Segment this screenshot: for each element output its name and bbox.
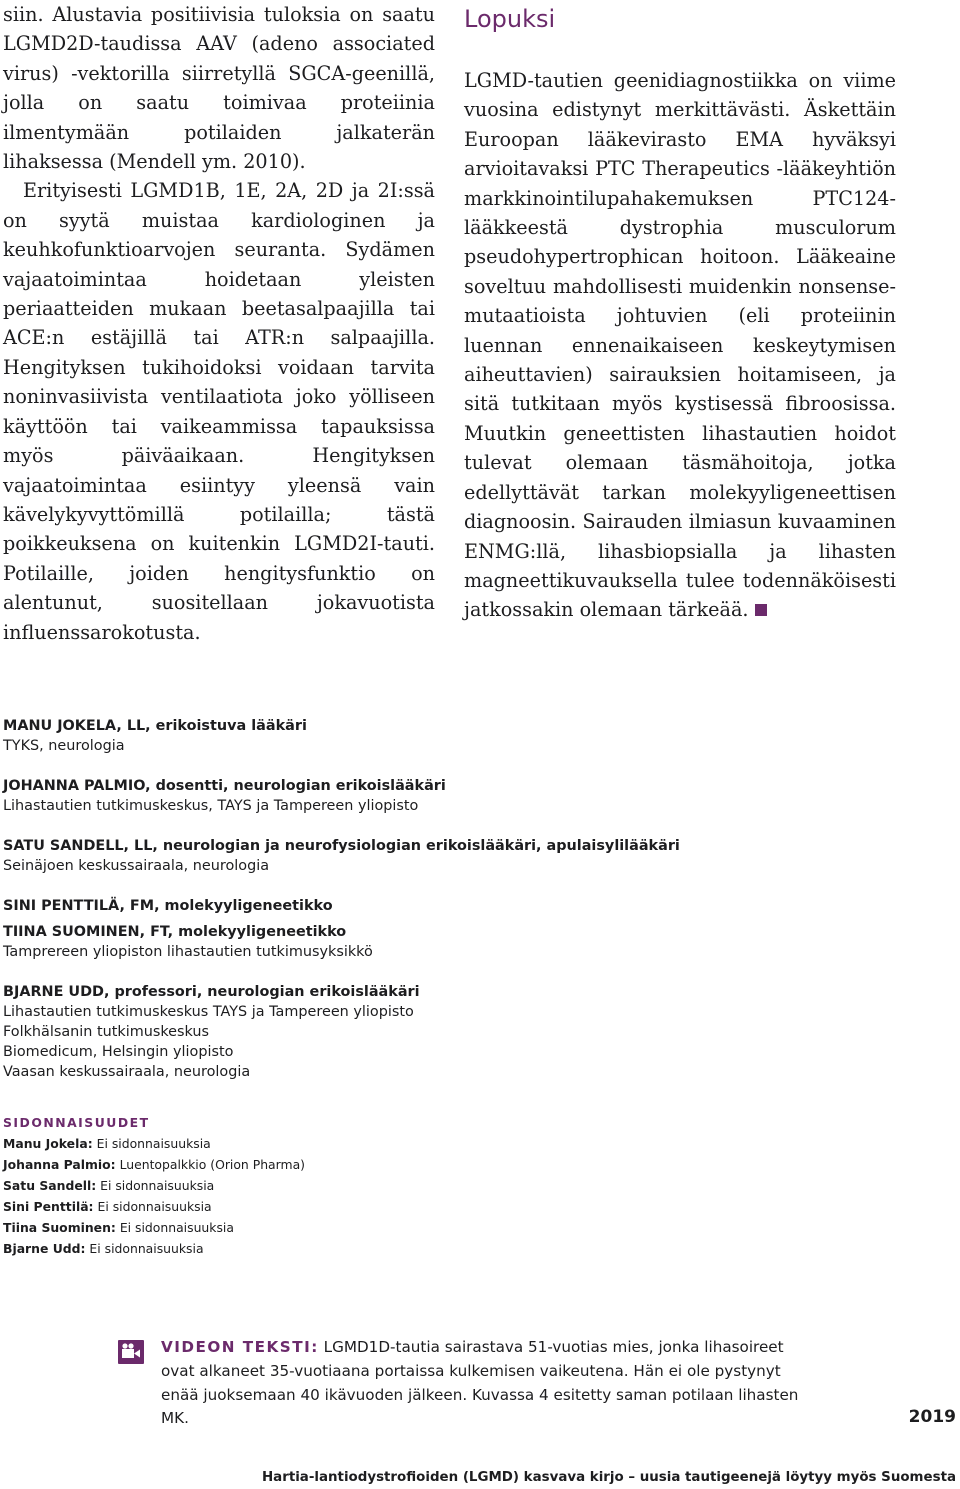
disclosure-row — [3, 1217, 703, 1238]
disclosure-row — [3, 1196, 703, 1217]
disclosure-value: Ei sidonnaisuuksia — [89, 1241, 204, 1256]
author-affiliation: Lihastautien tutkimuskeskus, TAYS ja Tampereen yliopisto — [3, 798, 419, 814]
author-block — [3, 836, 903, 876]
author-block — [3, 776, 903, 816]
video-caption-body: LGMD1D-tautia sairastava 51-vuotias mies, jonka lihasoireet ovat alkaneet 35-vuotiaana portaissa kulkemisen vaikeutena. Hän ei ole pystynyt enää juoksemaan 40 ikävuoden jälkeen. Kuvassa 4 esitetty saman potilaan lihasten MK. — [161, 1338, 799, 1428]
author-block — [3, 716, 903, 756]
conclusion-paragraph — [464, 66, 896, 625]
author-block — [3, 982, 903, 1082]
author-affiliation: Seinäjoen keskussairaala, neurologia — [3, 858, 270, 874]
author-affiliation: Vaasan keskussairaala, neurologia — [3, 1064, 251, 1080]
author-name: BJARNE UDD, professori, neurologian erikoislääkäri — [3, 984, 420, 1000]
author-affiliation: Lihastautien tutkimuskeskus TAYS ja Tampereen yliopisto — [3, 1004, 414, 1020]
disclosure-value: Ei sidonnaisuuksia — [96, 1136, 211, 1151]
author-block — [3, 896, 903, 916]
author-affiliation: TYKS, neurologia — [3, 738, 125, 754]
disclosure-value: Ei sidonnaisuuksia — [100, 1178, 215, 1193]
author-name: SINI PENTTILÄ, FM, molekyyligeneetikko — [3, 898, 333, 914]
disclosures-title: SIDONNAISUUDET — [3, 1115, 150, 1130]
author-affiliation: Biomedicum, Helsingin yliopisto — [3, 1044, 234, 1060]
author-block — [3, 922, 903, 962]
disclosure-value: Ei sidonnaisuuksia — [97, 1199, 212, 1214]
disclosure-value: Ei sidonnaisuuksia — [119, 1220, 234, 1235]
disclosure-row — [3, 1175, 703, 1196]
disclosure-row — [3, 1133, 703, 1154]
end-of-article-icon — [755, 604, 767, 616]
disclosure-row — [3, 1238, 703, 1259]
author-name: SATU SANDELL, LL, neurologian ja neurofysiologian erikoislääkäri, apulaisylilääkäri — [3, 838, 680, 854]
author-name: JOHANNA PALMIO, dosentti, neurologian erikoislääkäri — [3, 778, 446, 794]
section-heading: Lopuksi — [464, 5, 556, 33]
disclosure-name: Johanna Palmio: — [3, 1157, 116, 1172]
disclosure-name: Manu Jokela: — [3, 1136, 93, 1151]
running-footer: Hartia-lantiodystrofioiden (LGMD) kasvava kirjo – uusia tautigeenejä löytyy myös Suomesta — [261, 1470, 956, 1485]
disclosure-value: Luentopalkkio (Orion Pharma) — [119, 1157, 306, 1172]
video-caption-label: VIDEON TEKSTI: — [161, 1338, 319, 1356]
author-affiliation: Folkhälsanin tutkimuskeskus — [3, 1024, 210, 1040]
author-list — [3, 716, 903, 1102]
video-caption-text — [161, 1336, 801, 1431]
disclosure-name: Tiina Suominen: — [3, 1220, 116, 1235]
paragraph-1: siin. Alustavia positiivisia tuloksia on saatu LGMD2D-taudissa AAV (adeno associated virus) -vektorilla siirretyllä SGCA-geenillä, jolla on saatu toimivaa proteiinia ilmentymään potilaiden jalkaterän lihaksessa (Mendell ym. 2010). — [3, 3, 435, 174]
video-camera-icon — [118, 1340, 144, 1364]
disclosures-list — [3, 1133, 703, 1259]
right-text-column — [464, 0, 896, 625]
disclosure-name: Sini Penttilä: — [3, 1199, 94, 1214]
author-name: TIINA SUOMINEN, FT, molekyyligeneetikko — [3, 924, 347, 940]
publication-year: 2019 — [908, 1407, 956, 1427]
left-text-column — [3, 0, 435, 647]
author-name: MANU JOKELA, LL, erikoistuva lääkäri — [3, 718, 307, 734]
disclosure-name: Satu Sandell: — [3, 1178, 97, 1193]
paragraph-2: Erityisesti LGMD1B, 1E, 2A, 2D ja 2I:ssä on syytä muistaa kardiologinen ja keuhkofunktioarvojen seuranta. Sydämen vajaatoimintaa hoidetaan yleisten periaatteiden mukaan beetasalpaajilla tai ACE:n estäjillä tai ATR:n salpaajilla. Hengityksen tukihoidoksi voidaan tarvita noninvasiivista ventilaatiota joko yölliseen käyttöön tai vaikeammissa tapauksissa myös päiväaikaan. Hengityksen vajaatoimintaa esiintyy yleensä vain kävelykyvyttömillä potilailla; tästä poikkeuksena on kuitenkin LGMD2I-tauti. Potilaille, joiden hengitysfunktio on alentunut, suositellaan jokavuotista influenssarokotusta. — [3, 179, 435, 644]
disclosures-section — [3, 1112, 703, 1259]
conclusion-text: LGMD-tautien geenidiagnostiikka on viime vuosina edistynyt merkittävästi. Äskettäin Euroopan lääkevirasto EMA hyväksyi arvioitavaksi PTC Therapeutics -lääkeyhtiön markkinointilupahakemuksen PTC124-lääkkeestä dystrophia musculorum pseudohypertrophican hoitoon. Lääkeaine soveltuu mahdollisesti muidenkin nonsense-mutaatioista johtuvien (eli proteiinin luennan ennenaikaiseen keskeytymisen aiheuttavien) sairauksien hoitamiseen, ja sitä tutkitaan myös kystisessä fibroosissa. Muutkin geneettisten lihastautien hoidot tulevat olemaan täsmähoitoja, jotka edellyttävät tarkan molekyyligeneettisen diagnoosin. Sairauden ilmiasun kuvaaminen ENMG:llä, lihasbiopsialla ja lihasten magneettikuvauksella tulee todennäköisesti jatkossakin olemaan tärkeää. — [464, 69, 896, 622]
disclosure-name: Bjarne Udd: — [3, 1241, 86, 1256]
author-affiliation: Tamprereen yliopiston lihastautien tutkimusyksikkö — [3, 944, 373, 960]
disclosure-row — [3, 1154, 703, 1175]
